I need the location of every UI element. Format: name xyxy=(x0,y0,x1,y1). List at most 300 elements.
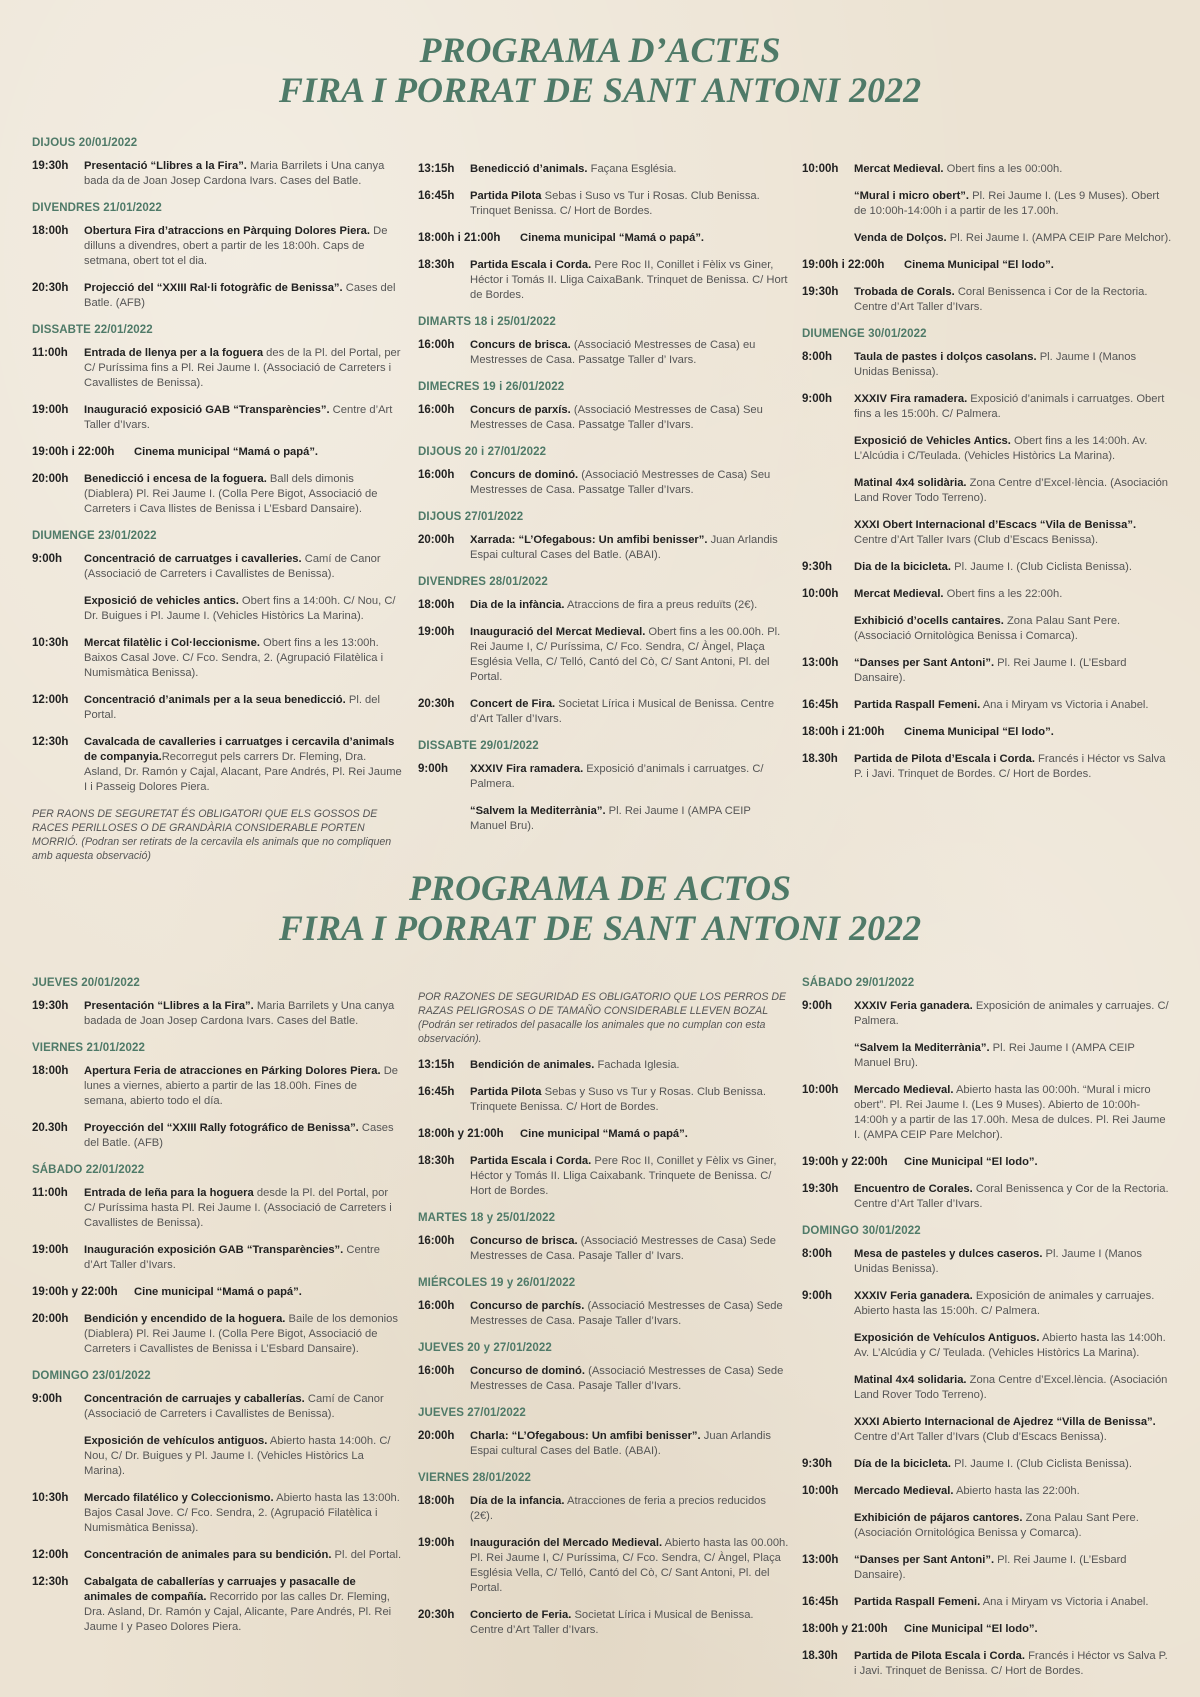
event-row xyxy=(32,445,402,460)
event-row xyxy=(418,1608,790,1638)
event-time: 11:00h xyxy=(32,347,68,359)
event-title: Mesa de pasteles y dulces caseros. xyxy=(854,1248,1043,1260)
event-title: Partida de Pilota Escala i Corda. xyxy=(854,1650,1025,1662)
event-title: Trobada de Corals. xyxy=(854,286,955,298)
event-description xyxy=(854,1331,1172,1361)
event-time: 9:00h xyxy=(802,393,833,405)
event-title: Concurs de brisca. xyxy=(470,339,571,351)
event-details: (Associació Mestresses de Casa) Seu Mestresses de Casa. Passatge Taller d’Ivars. xyxy=(470,404,763,431)
day-section xyxy=(802,162,1172,315)
event-details: Juan Arlandis Espai cultural Cases del Batle. (ABAI). xyxy=(470,1430,771,1457)
event-title: Partida de Pilota d’Escala i Corda. xyxy=(854,753,1035,765)
event-description xyxy=(84,472,402,517)
event-title: Mercado Medieval. xyxy=(854,1084,954,1096)
event-time xyxy=(802,231,854,246)
event-row xyxy=(802,752,1172,782)
day-heading: DIJOUS 20/01/2022 xyxy=(32,137,138,149)
event-details: Pl. Rei Jaume I. (L’Esbard Dansaire). xyxy=(854,1554,1127,1581)
event-description xyxy=(470,762,790,792)
event-title: “Mural i micro obert”. xyxy=(854,190,969,202)
event-title: Concentració de carruatges i cavalleries. xyxy=(84,553,302,565)
event-details: De lunes a viernes, abierto a partir de las 18.00h. Fines de semana, abierto todo el día. xyxy=(84,1065,399,1107)
event-time: 16:00h xyxy=(418,469,455,481)
day-section xyxy=(32,1163,402,1357)
event-description xyxy=(854,999,1172,1029)
event-details: Centre d’Art Taller d’Ivars (Club d’Escacs Benissa). xyxy=(854,1431,1107,1443)
day-section xyxy=(32,1369,402,1635)
event-row xyxy=(418,598,790,613)
event-row xyxy=(418,1429,790,1459)
day-heading: MIÉRCOLES 19 y 26/01/2022 xyxy=(418,1277,576,1289)
event-details: Obert fins a les 00.00h. Pl. Rei Jaume I, C/ Puríssima, C/ Fco. Sendra, C/ Àngel, Plaça Església Vella, C/ Telló, Cantó del Cò, C/ Sant Antoni, Pl. del Portal. xyxy=(470,626,781,683)
event-title: Matinal 4x4 solidaria. xyxy=(854,1374,967,1386)
event-details: Obert fins a les 14:00h. Av. L’Alcúdia i C/Teulada. (Vehicles Històrics La Marina). xyxy=(854,435,1148,462)
event-description xyxy=(84,693,402,723)
day-heading: DIMECRES 19 i 26/01/2022 xyxy=(418,381,565,393)
event-row xyxy=(32,552,402,582)
event-details: Societat Lírica i Musical de Benissa. Centre d’Art Taller d’Ivars. xyxy=(470,698,775,725)
event-details: Cases del Batle. (AFB) xyxy=(84,282,396,309)
day-heading: JUEVES 27/01/2022 xyxy=(418,1407,526,1419)
event-description xyxy=(470,1058,790,1073)
event-description xyxy=(854,285,1172,315)
event-row xyxy=(802,285,1172,315)
event-time: 16:45h xyxy=(802,699,839,711)
event-details: Maria Barrilets i Una canya bada da de Joan Josep Cardona Ivars. Cases del Batle. xyxy=(84,160,385,187)
event-details: Obert fins a les 13:00h. Baixos Casal Jove. C/ Fco. Sendra, 2. (Agrupació Filatèlica i Numismàtica Benissa). xyxy=(84,637,384,679)
event-description xyxy=(470,804,790,834)
event-time xyxy=(802,434,854,464)
day-heading: DIUMENGE 30/01/2022 xyxy=(802,328,927,340)
event-details: Sebas i Suso vs Tur i Rosas. Club Benissa. Trinquet Benissa. C/ Hort de Bordes. xyxy=(470,190,760,217)
event-details: Abierto hasta las 13:00h. Bajos Casal Jove. C/ Fco. Sendra, 2. (Agrupació Filatèlica i Numismàtica Benissa). xyxy=(84,1492,400,1534)
event-row xyxy=(32,281,402,311)
event-title: XXXIV Feria ganadera. xyxy=(854,1290,973,1302)
event-row xyxy=(32,693,402,723)
day-heading: DIUMENGE 23/01/2022 xyxy=(32,530,157,542)
event-row xyxy=(418,338,790,368)
event-time: 18:00h i 21:00h xyxy=(418,232,501,244)
event-description xyxy=(470,403,790,433)
event-details: Francés i Héctor vs Salva P. i Javi. Trinquet de Benissa. C/ Hort de Bordes. xyxy=(854,1650,1168,1677)
event-row xyxy=(32,1064,402,1109)
day-section xyxy=(418,162,790,303)
event-description xyxy=(84,1312,402,1357)
event-time: 20:30h xyxy=(418,1609,455,1621)
event-row xyxy=(802,656,1172,686)
event-details: Coral Benissenca y Cor de la Rectoria. Centre d’Art Taller d’Ivars. xyxy=(854,1183,1169,1210)
event-row xyxy=(802,698,1172,713)
event-title: Encuentro de Corales. xyxy=(854,1183,973,1195)
event-details: Atracciones de feria a precios reducidos (2€). xyxy=(470,1495,766,1522)
event-title: Concurso de parchís. xyxy=(470,1300,585,1312)
event-details: Ana i Miryam vs Victoria i Anabel. xyxy=(980,1596,1149,1608)
event-title: Inauguració del Mercat Medieval. xyxy=(470,626,646,638)
title-catalan-line1: PROGRAMA D’ACTES xyxy=(419,30,781,70)
event-details: Pl. Jaume I. (Club Ciclista Benissa). xyxy=(951,1458,1132,1470)
event-time: 12:30h xyxy=(32,1576,69,1588)
event-row xyxy=(32,636,402,681)
event-title: Concurso de dominó. xyxy=(470,1365,585,1377)
event-time xyxy=(802,476,854,506)
event-row xyxy=(802,231,1172,246)
event-description xyxy=(854,752,1172,782)
event-row xyxy=(418,403,790,433)
event-time: 18.30h xyxy=(802,1650,838,1662)
event-details: Abierto hasta 14:00h. C/ Nou, C/ Dr. Buigues y Pl. Jaume I. (Vehicles Històrics La Marina). xyxy=(84,1435,391,1477)
event-time: 16:45h xyxy=(802,1596,839,1608)
event-title: Dia de la bicicleta. xyxy=(854,561,952,573)
event-description xyxy=(84,346,402,391)
event-description xyxy=(904,1622,1172,1637)
event-details: Façana Església. xyxy=(587,163,677,175)
event-row xyxy=(802,1649,1172,1679)
event-time: 9:00h xyxy=(802,1000,833,1012)
event-details: Ball dels dimonis (Diablera) Pl. Rei Jaume I. (Colla Pere Bigot, Associació de Carreters i Cava llistes de Benissa i L’Esbard Dansaire). xyxy=(84,473,378,515)
event-title: Xarrada: “L’Ofegabous: Un amfibi benisser”. xyxy=(470,534,708,546)
event-details: Pl. del Portal. xyxy=(84,694,380,721)
event-row xyxy=(418,1234,790,1264)
event-description xyxy=(854,189,1172,219)
event-time: 18:30h xyxy=(418,1155,455,1167)
event-time: 16:00h xyxy=(418,1235,455,1247)
event-row xyxy=(32,1575,402,1635)
event-time: 9:00h xyxy=(418,763,449,775)
event-time: 19:00h xyxy=(32,404,69,416)
event-row xyxy=(32,159,402,189)
event-row xyxy=(418,258,790,303)
event-description xyxy=(470,1299,790,1329)
event-description xyxy=(470,598,790,613)
event-description xyxy=(854,614,1172,644)
event-description xyxy=(134,445,402,460)
event-time: 9:30h xyxy=(802,1458,833,1470)
event-time xyxy=(802,189,854,219)
day-section xyxy=(418,1341,790,1394)
event-row xyxy=(418,1085,790,1115)
event-row xyxy=(802,1553,1172,1583)
event-row xyxy=(32,1491,402,1536)
event-row xyxy=(802,1622,1172,1637)
day-heading: DIVENDRES 21/01/2022 xyxy=(32,202,162,214)
event-time: 18:00h xyxy=(418,1495,455,1507)
event-description xyxy=(854,392,1172,422)
event-row xyxy=(418,231,790,246)
day-section xyxy=(802,976,1172,1212)
event-title: Concurs de parxís. xyxy=(470,404,571,416)
event-row xyxy=(418,1494,790,1524)
event-row xyxy=(802,1457,1172,1472)
event-time: 18:30h xyxy=(418,259,455,271)
event-row xyxy=(418,1299,790,1329)
day-section xyxy=(418,575,790,727)
event-details: Centre d’Art Taller Ivars (Club d’Escacs Benissa). xyxy=(854,534,1099,546)
day-section xyxy=(418,510,790,563)
event-description xyxy=(84,1121,402,1151)
event-details: des de la Pl. del Portal, per C/ Puríssima fins a Pl. Rei Jaume I. (Associació de Carreters i Cavallistes de Benissa). xyxy=(84,347,401,389)
event-time: 16:00h xyxy=(418,1300,455,1312)
event-row xyxy=(802,476,1172,506)
event-title: Partida Escala i Corda. xyxy=(470,1155,592,1167)
event-row xyxy=(32,1121,402,1151)
event-time: 16:45h xyxy=(418,1086,455,1098)
event-details: (Associació Mestresses de Casa) Sede Mestresses de Casa. Pasaje Taller d’Ivars. xyxy=(470,1365,784,1392)
day-section xyxy=(802,327,1172,782)
day-section xyxy=(418,1058,790,1199)
event-time: 19:00h y 22:00h xyxy=(802,1156,888,1168)
event-details: Pere Roc II, Conillet y Fèlix vs Giner, Héctor y Tomás II. Lliga Caixabank. Trinquete de Benissa. C/ Hort de Bordes. xyxy=(470,1155,777,1197)
event-description xyxy=(854,1247,1172,1277)
day-heading: SÁBADO 22/01/2022 xyxy=(32,1164,145,1176)
catalan-column-2 xyxy=(418,160,790,846)
event-row xyxy=(32,346,402,391)
event-time: 18:00h i 21:00h xyxy=(802,726,885,738)
event-description xyxy=(520,231,790,246)
event-details: Fachada Iglesia. xyxy=(594,1059,680,1071)
event-details: Baile de los demonios (Diablera) Pl. Rei Jaume I. (Colla Pere Bigot, Associació de Carreters i Cavallistes de Benissa i L’Esbard Dansaire). xyxy=(84,1313,398,1355)
event-row xyxy=(802,1083,1172,1143)
day-heading: DOMINGO 30/01/2022 xyxy=(802,1225,921,1237)
event-title: Exhibició d’ocells cantaires. xyxy=(854,615,1004,627)
event-time: 18:00h y 21:00h xyxy=(802,1623,888,1635)
event-description xyxy=(84,999,402,1029)
event-time: 12:00h xyxy=(32,1549,69,1561)
title-spanish-line1: PROGRAMA DE ACTOS xyxy=(408,868,792,908)
day-section xyxy=(802,1224,1172,1679)
event-title: Entrada de leña para la hoguera xyxy=(84,1187,254,1199)
event-time: 20:30h xyxy=(32,282,69,294)
event-description xyxy=(84,1243,402,1273)
event-title: Día de la infancia. xyxy=(470,1495,565,1507)
event-row xyxy=(32,224,402,269)
event-title: Inauguración del Mercado Medieval. xyxy=(470,1537,663,1549)
day-section xyxy=(418,380,790,433)
event-title: Exposición de Vehículos Antiguos. xyxy=(854,1332,1040,1344)
event-description xyxy=(854,350,1172,380)
event-title: “Danses per Sant Antoni”. xyxy=(854,1554,995,1566)
event-title: Entrada de llenya per a la foguera xyxy=(84,347,264,359)
event-description xyxy=(84,1491,402,1536)
event-details: Pl. Jaume I (Manos Unidas Benissa). xyxy=(854,351,1137,378)
event-time: 19:00h y 22:00h xyxy=(32,1286,118,1298)
event-title: Benedicció d’animals. xyxy=(470,163,588,175)
event-time: 19:30h xyxy=(802,1183,839,1195)
event-time: 11:00h xyxy=(32,1187,68,1199)
safety-note: POR RAZONES DE SEGURIDAD ES OBLIGATORIO QUE LOS PERROS DE RAZAS PELIGROSAS O DE TAMAÑO CONSIDERABLE LLEVEN BOZAL (Podrán ser retirados del pasacalle los animales que no cumplan con esta observación). xyxy=(418,991,787,1045)
event-details: Exposició d’animals i carruatges. Obert fins a les 15:00h. C/ Palmera. xyxy=(854,393,1165,420)
event-details: Abierto hasta las 00.00h. Pl. Rei Jaume I, C/ Puríssima, C/ Fco. Sendra, C/ Àngel, Plaça Església Vella, C/ Telló, Cantó del Cò, C/ Sant Antoni, Pl. del Portal. xyxy=(470,1537,789,1594)
day-heading: DOMINGO 23/01/2022 xyxy=(32,1370,151,1382)
title-catalan xyxy=(0,30,1200,110)
event-row xyxy=(32,594,402,624)
day-heading: DISSABTE 22/01/2022 xyxy=(32,324,153,336)
event-row xyxy=(802,1041,1172,1071)
event-title: Venda de Dolços. xyxy=(854,232,947,244)
event-time: 18:00h xyxy=(418,599,455,611)
day-section xyxy=(418,445,790,498)
event-row xyxy=(32,403,402,433)
event-title: Cinema Municipal “El lodo”. xyxy=(904,259,1054,271)
event-details: Camí de Canor (Associació de Carreters i Cavallistes de Benissa). xyxy=(84,553,381,580)
event-details: Sebas y Suso vs Tur y Rosas. Club Benissa. Trinquete Benissa. C/ Hort de Bordes. xyxy=(470,1086,766,1113)
event-description xyxy=(854,1289,1172,1319)
event-time: 19:00h i 22:00h xyxy=(802,259,885,271)
event-time xyxy=(802,518,854,548)
event-details: (Associació Mestresses de Casa) Sede Mestresses de Casa. Pasaje Taller d’ Ivars. xyxy=(470,1235,776,1262)
event-description xyxy=(84,1186,402,1231)
event-row xyxy=(802,1289,1172,1319)
event-description xyxy=(470,468,790,498)
event-title: Mercado Medieval. xyxy=(854,1485,954,1497)
event-title: Taula de pastes i dolços casolans. xyxy=(854,351,1037,363)
event-details: Pl. Rei Jaume I. (L’Esbard Dansaire). xyxy=(854,657,1127,684)
event-description xyxy=(854,1083,1172,1143)
event-time: 16:45h xyxy=(418,190,455,202)
event-description xyxy=(470,1429,790,1459)
day-section xyxy=(418,739,790,834)
event-time: 20:00h xyxy=(418,534,455,546)
day-heading: VIERNES 21/01/2022 xyxy=(32,1042,146,1054)
event-description xyxy=(470,1608,790,1638)
event-description xyxy=(470,189,790,219)
event-row xyxy=(418,1058,790,1073)
day-section xyxy=(32,1041,402,1151)
event-description xyxy=(904,258,1172,273)
event-details: Recorregut pels carrers Dr. Fleming, Dra. Asland, Dr. Ramón y Cajal, Alacant, Pare Andrés, Pl. Rei Jaume I i Passeig Dolores Piera. xyxy=(84,751,402,793)
event-row xyxy=(802,434,1172,464)
event-description xyxy=(854,1649,1172,1679)
event-details: Pl. del Portal. xyxy=(331,1549,402,1561)
event-description xyxy=(134,1285,402,1300)
event-description xyxy=(854,1484,1172,1499)
event-title: Partida Raspall Femeni. xyxy=(854,699,981,711)
day-heading: MARTES 18 y 25/01/2022 xyxy=(418,1212,556,1224)
day-heading: DIJOUS 27/01/2022 xyxy=(418,511,524,523)
day-section xyxy=(32,136,402,189)
event-description xyxy=(854,1373,1172,1403)
event-description xyxy=(904,1155,1172,1170)
event-time: 13:15h xyxy=(418,1059,455,1071)
event-title: Mercat filatèlic i Col·leccionisme. xyxy=(84,637,260,649)
event-title: Exposición de vehículos antiguos. xyxy=(84,1435,268,1447)
event-title: Exposició de vehicles antics. xyxy=(84,595,239,607)
event-title: “Salvem la Mediterrània”. xyxy=(854,1042,990,1054)
event-description xyxy=(84,735,402,795)
event-time: 9:00h xyxy=(32,1393,63,1405)
event-row xyxy=(32,1434,402,1479)
event-row xyxy=(32,735,402,795)
event-title: Cine Municipal “El lodo”. xyxy=(904,1156,1038,1168)
event-title: Día de la bicicleta. xyxy=(854,1458,952,1470)
day-heading: JUEVES 20/01/2022 xyxy=(32,977,140,989)
event-description xyxy=(854,1553,1172,1583)
event-details: Pl. Jaume I. (Club Ciclista Benissa). xyxy=(951,561,1132,573)
event-details: Camí de Canor (Associació de Carreters i Cavallistes de Benissa). xyxy=(84,1393,384,1420)
event-details: (Associació Mestresses de Casa) Seu Mestresses de Casa. Passatge Taller d’Ivars. xyxy=(470,469,771,496)
event-title: Partida Raspall Femeni. xyxy=(854,1596,981,1608)
event-row xyxy=(418,162,790,177)
event-title: Presentació “Llibres a la Fira”. xyxy=(84,160,247,172)
event-row xyxy=(32,1312,402,1357)
event-row xyxy=(802,1373,1172,1403)
event-details: Francés i Héctor vs Salva P. i Javi. Trinquet de Bordes. C/ Hort de Bordes. xyxy=(854,753,1166,780)
event-title: Mercat Medieval. xyxy=(854,588,944,600)
event-time xyxy=(802,1041,854,1071)
event-time: 19:30h xyxy=(32,1000,69,1012)
day-heading: JUEVES 20 y 27/01/2022 xyxy=(418,1342,552,1354)
event-description xyxy=(470,1536,790,1596)
event-details: Recorrido por las calles Dr. Fleming, Dra. Asland, Dr. Ramón y Cajal, Alicante, Pare Andrés, Pl. Rei Jaume I y Paseo Dolores Piera. xyxy=(84,1591,392,1633)
event-time: 20:00h xyxy=(418,1430,455,1442)
event-description xyxy=(854,1511,1172,1541)
event-description xyxy=(84,403,402,433)
event-title: Mercado filatélico y Coleccionismo. xyxy=(84,1492,274,1504)
event-description xyxy=(854,1457,1172,1472)
spanish-column-1 xyxy=(32,974,402,1647)
event-details: Centre d’Art Taller d’Ivars. xyxy=(84,404,393,431)
event-title: Partida Pilota xyxy=(470,1086,542,1098)
event-description xyxy=(854,162,1172,177)
event-description xyxy=(854,560,1172,575)
event-time: 19:00h i 22:00h xyxy=(32,446,115,458)
event-time xyxy=(32,1434,84,1479)
event-title: XXXIV Feria ganadera. xyxy=(854,1000,973,1012)
event-title: Concentración de animales para su bendición. xyxy=(84,1549,332,1561)
event-title: XXXIV Fira ramadera. xyxy=(854,393,968,405)
event-description xyxy=(854,476,1172,506)
event-title: Inauguració exposició GAB “Transparències”. xyxy=(84,404,330,416)
event-time: 19:00h xyxy=(418,626,455,638)
event-details: Abierto hasta las 00:00h. “Mural i micro obert”. Pl. Rei Jaume I. (Les 9 Muses). Abierto de 10:00h-14:00h y a partir de las 17.00h. Mesa de dulces. Pl. Rei Jaume I. (AMPA CEIP Pare Melchor). xyxy=(854,1084,1166,1141)
day-section xyxy=(32,323,402,517)
event-time xyxy=(802,1415,854,1445)
event-title: Exhibición de pájaros cantores. xyxy=(854,1512,1023,1524)
event-time: 10:00h xyxy=(802,1084,839,1096)
event-title: XXXIV Fira ramadera. xyxy=(470,763,584,775)
event-time xyxy=(802,1511,854,1541)
event-description xyxy=(854,518,1172,548)
event-details: Zona Palau Sant Pere. (Asociación Ornitológica Benissa y Comarca). xyxy=(854,1512,1139,1539)
event-time xyxy=(802,614,854,644)
event-description xyxy=(470,625,790,685)
event-time: 19:30h xyxy=(32,160,69,172)
event-description xyxy=(84,1392,402,1422)
event-row xyxy=(802,1247,1172,1277)
event-time: 16:00h xyxy=(418,404,455,416)
event-time: 13:00h xyxy=(802,1554,839,1566)
event-description xyxy=(470,258,790,303)
event-time: 20:00h xyxy=(32,1313,69,1325)
event-time: 20.30h xyxy=(32,1122,68,1134)
event-time: 16:00h xyxy=(418,339,455,351)
event-title: Charla: “L’Ofegabous: Un amfibi benisser”. xyxy=(470,1430,701,1442)
event-description xyxy=(470,338,790,368)
title-catalan-line2: FIRA I PORRAT DE SANT ANTONI 2022 xyxy=(278,70,922,110)
event-details: Abierto hasta las 14:00h. Av. L’Alcúdia y C/ Teulada. (Vehicles Històrics La Marina). xyxy=(854,1332,1166,1359)
event-row xyxy=(802,162,1172,177)
event-title: Concert de Fira. xyxy=(470,698,556,710)
event-title: Cinema municipal “Mamá o papá”. xyxy=(520,232,705,244)
event-description xyxy=(854,231,1172,246)
event-details: Zona Palau Sant Pere. (Associació Ornitològica Benissa i Comarca). xyxy=(854,615,1121,642)
event-title: “Danses per Sant Antoni”. xyxy=(854,657,995,669)
event-description xyxy=(84,594,402,624)
event-details: Obert fins a 14:00h. C/ Nou, C/ Dr. Buigues i Pl. Jaume I. (Vehicles Històrics La Marina). xyxy=(84,595,396,622)
event-row xyxy=(32,999,402,1029)
event-time xyxy=(32,594,84,624)
day-heading: SÁBADO 29/01/2022 xyxy=(802,977,915,989)
event-title: “Salvem la Mediterrània”. xyxy=(470,805,606,817)
